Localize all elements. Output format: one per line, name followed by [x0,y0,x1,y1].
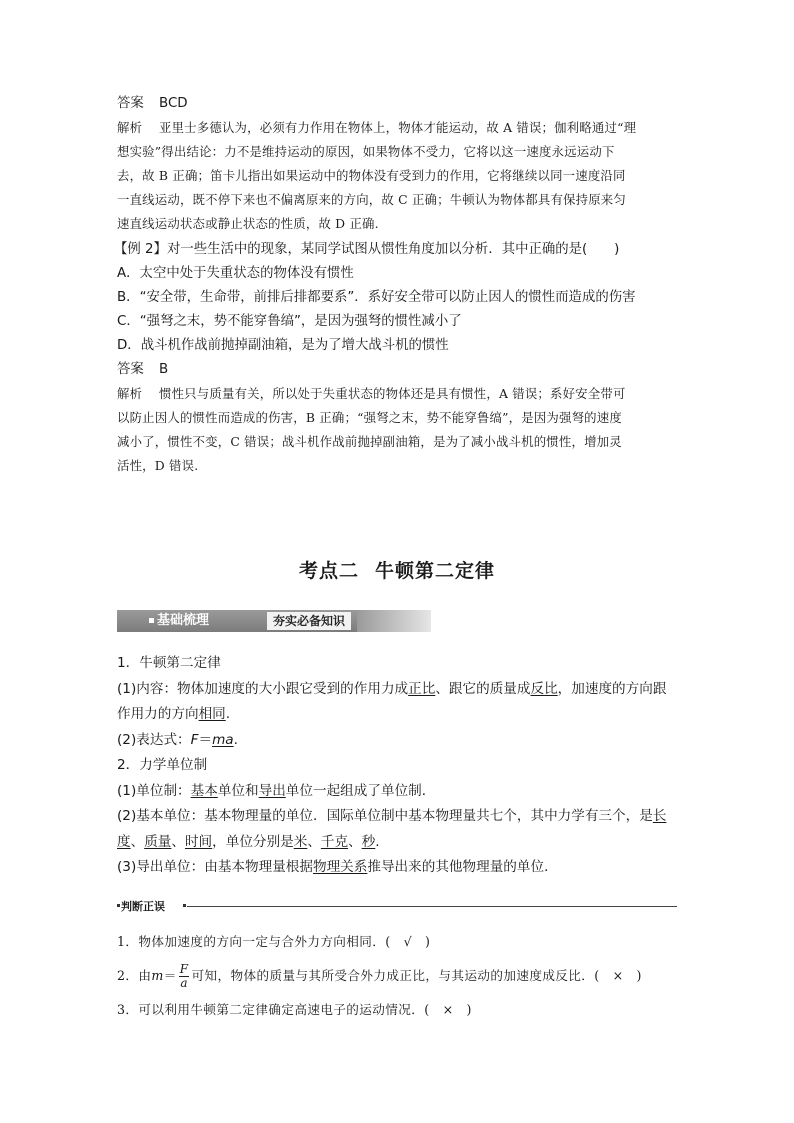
blank-answer: 相同 [198,706,226,722]
answer-1 [117,92,677,116]
blank-answer: 正比 [408,680,436,697]
blank-answer: 物理关系 [312,859,368,875]
units-line-4: (3)导出单位：由基本物理量根据物理关系推导出来的其他物理量的单位． [117,859,558,875]
banner-left-label: 基础梳理 [157,613,210,628]
answer-label: 答案 [117,96,144,111]
judge-item-1: 1．物体加速度的方向一定与合外力方向相同．( √ ) [117,934,431,949]
units-line-3: 度、质量、时间，单位分别是米、千克、秒. [117,833,380,850]
option-d: D．战斗机作战前抛掉副油箱，是为了增大战斗机的惯性 [117,338,449,353]
blank-answer: ma [212,731,234,748]
top-content [114,92,677,478]
divider-line [187,906,677,907]
units-line-1: (1)单位制：基本单位和导出单位一起组成了单位制． [117,782,436,799]
answer-label: 答案 [117,362,144,377]
units-line-2: (2)基本单位：基本物理量的单位．国际单位制中基本物理量共七个，其中力学有三个，是长 [117,808,667,824]
judge-label: 判断正误 [121,900,165,913]
option-a: A．太空中处于失重状态的物体没有惯性 [117,266,354,281]
section-title: 考点二 牛顿第二定律 [298,560,496,582]
judge-items [117,925,687,1027]
judge-item-3: 3．可以利用牛顿第二定律确定高速电子的运动情况．( × ) [117,1002,472,1017]
answer-value: B [159,362,169,377]
analysis-label: 解析 [117,386,143,401]
law-expression: (2)表达式：F＝ma. [117,731,238,748]
analysis-2-line-2: 以防止因人的惯性而造成的伤害，B 正确；“强弩之末，势不能穿鲁缟”，是因为强弩的速度 [117,410,622,425]
units-heading: 2．力学单位制 [117,757,208,773]
square-bullet-icon [117,904,120,907]
blank-answer: 长 [652,808,667,824]
analysis-2-line-1: 解析 惯性只与质量有关，所以处于失重状态的物体还是具有惯性，A 错误；系好安全带可 [117,382,677,406]
answer-value: BCD [159,96,188,111]
analysis-1-line-1: 解析 亚里士多德认为，必须有力作用在物体上，物体才能运动，故 A 错误；伽利略通过“理 [117,116,677,140]
blank-answer: 反比 [530,680,558,697]
judge-item-2: 2．由m＝ $\frac{F}{a}$ 可知，物体的质量与其所受合外力成正比，与其运动的加速度成反比．( × ) [117,962,642,990]
section-banner [117,610,431,632]
law-content-line-1: (1)内容：物体加速度的大小跟它受到的作用力成正比、跟它的质量成反比，加速度的方向跟 [117,680,667,697]
fraction: $\frac{F}{a}$ [179,962,189,990]
option-c: C．“强弩之末，势不能穿鲁缟”，是因为强弩的惯性减小了 [117,314,462,329]
judge-header [117,898,677,916]
knowledge-block [117,651,687,881]
analysis-1-line-4: 一直线运动，既不停下来也不偏离原来的方向，故 C 正确；牛顿认为物体都具有保持原来匀 [117,192,626,207]
blank-answer: 基本 [190,782,218,799]
blank-answer: 导出 [258,782,286,799]
answer-2 [117,358,677,382]
example-2-question: 【例 2】对一些生活中的现象，某同学试图从惯性角度加以分析．其中正确的是( ) [114,242,620,257]
analysis-1-line-2: 想实验”得出结论：力不是维持运动的原因，如果物体不受力，它将以这一速度永远运动下 [117,144,615,159]
analysis-1-line-3: 去，故 B 正确；笛卡儿指出如果运动中的物体没有受到力的作用，它将继续以同一速度沿同 [117,168,626,183]
law-content-line-2: 作用力的方向相同. [117,706,231,722]
law-heading: 1．牛顿第二定律 [117,655,221,671]
analysis-label: 解析 [117,120,143,135]
banner-right-label: 夯实必备知识 [267,612,351,630]
analysis-2-line-4: 活性，D 错误. [117,458,199,473]
option-b: B．“安全带，生命带，前排后排都要系”．系好安全带可以防止因人的惯性而造成的伤害 [117,290,636,305]
analysis-2-line-3: 减小了，惯性不变，C 错误；战斗机作战前抛掉副油箱，是为了减小战斗机的惯性，增加灵 [117,434,622,449]
example-tag: 【例 2】 [114,242,167,257]
analysis-1-line-5: 速直线运动状态或静止状态的性质，故 D 正确. [117,216,379,231]
banner-shade [357,610,431,632]
square-bullet-icon [149,618,154,623]
square-bullet-icon [183,904,186,907]
